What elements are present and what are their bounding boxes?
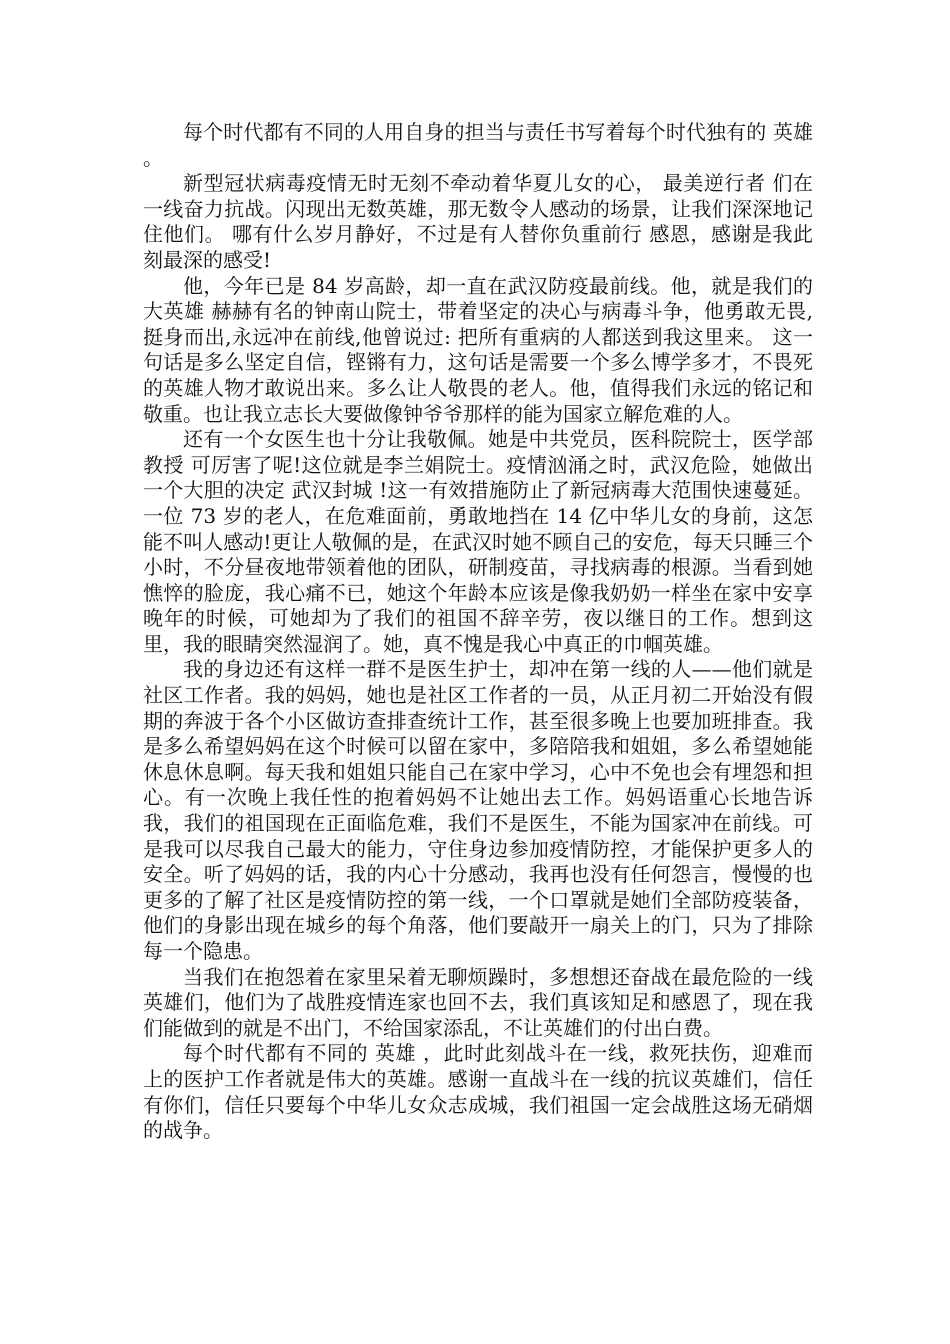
paragraph-intro: 每个时代都有不同的人用自身的担当与责任书写着每个时代独有的 英雄 。 bbox=[143, 120, 820, 170]
document-body bbox=[143, 120, 820, 1144]
paragraph-retrograde-heroes: 新型冠状病毒疫情无时无刻不牵动着华夏儿女的心， 最美逆行者 们在一线奋力抗战。闪现出无数英雄，那无数令人感动的场景，让我们深深地记住他们。 哪有什么岁月静好，不过是有人替你负重前行 感恩，感谢是我此刻最深的感受! bbox=[143, 171, 813, 272]
paragraph-conclusion: 每个时代都有不同的 英雄 ，此时此刻战斗在一线，救死扶伤，迎难而上的医护工作者就是伟大的英雄。感谢一直战斗在一线的抗议英雄们，信任有你们，信任只要每个中华儿女众志成城，我们祖国一定会战胜这场无硝烟的战争。 bbox=[143, 1041, 813, 1143]
paragraph-gratitude: 当我们在抱怨着在家里呆着无聊烦躁时，多想想还奋战在最危险的一线英雄们，他们为了战胜疫情连家也回不去，我们真该知足和感恩了，现在我们能做到的就是不出门，不给国家添乱，不让英雄们的付出白费。 bbox=[143, 964, 813, 1040]
paragraph-zhong-nanshan: 他，今年已是 84 岁高龄，却一直在武汉防疫最前线。他，就是我们的大英雄 赫赫有名的钟南山院士，带着坚定的决心与病毒斗争，他勇敢无畏,挺身而出,永远冲在前线,他曾说过: 把所有重病的人都送到我这里来。 这一句话是多么坚定自信，铿锵有力，这句话是需要一个多么博学多才，不畏死的英雄人物才敢说出来。多么让人敬畏的老人。他，值得我们永远的铭记和敬重。也让我立志长大要做像钟爷爷那样的能为国家立解危难的人。 bbox=[143, 273, 813, 426]
paragraph-community-workers: 我的身边还有这样一群不是医生护士，却冲在第一线的人——他们就是社区工作者。我的妈妈，她也是社区工作者的一员，从正月初二开始没有假期的奔波于各个小区做访查排查统计工作，甚至很多晚上也要加班排查。我是多么希望妈妈在这个时候可以留在家中，多陪陪我和姐姐，多么希望她能休息休息啊。每天我和姐姐只能自己在家中学习，心中不免也会有埋怨和担心。有一次晚上我任性的抱着妈妈不让她出去工作。妈妈语重心长地告诉我，我们的祖国现在正面临危难，我们不是医生，不能为国家冲在前线。可是我可以尽我自己最大的能力，守住身边参加疫情防控，才能保护更多人的安全。听了妈妈的话，我的内心十分感动，我再也没有任何怨言，慢慢的也更多的了解了社区是疫情防控的第一线，一个口罩就是她们全部防疫装备，他们的身影出现在城乡的每个角落，他们要敲开一扇关上的门，只为了排除每一个隐患。 bbox=[143, 657, 813, 963]
paragraph-li-lanjuan: 还有一个女医生也十分让我敬佩。她是中共党员，医科院院士，医学部教授 可厉害了呢!这位就是李兰娟院士。疫情汹涌之时，武汉危险，她做出一个大胆的决定 武汉封城 !这一有效措施防止了新冠病毒大范围快速蔓延。一位 73 岁的老人，在危难面前，勇敢地挡在 14 亿中华儿女的身前，这怎能不叫人感动!更让人敬佩的是，在武汉时她不顾自己的安危，每天只睡三个小时，不分昼夜地带领着他的团队，研制疫苗，寻找病毒的根源。当看到她憔悴的脸庞，我心痛不已，她这个年龄本应该是像我奶奶一样坐在家中安享晚年的时候，可她却为了我们的祖国不辞辛劳，夜以继日的工作。想到这里，我的眼睛突然湿润了。她，真不愧是我心中真正的巾帼英雄。 bbox=[143, 427, 813, 656]
